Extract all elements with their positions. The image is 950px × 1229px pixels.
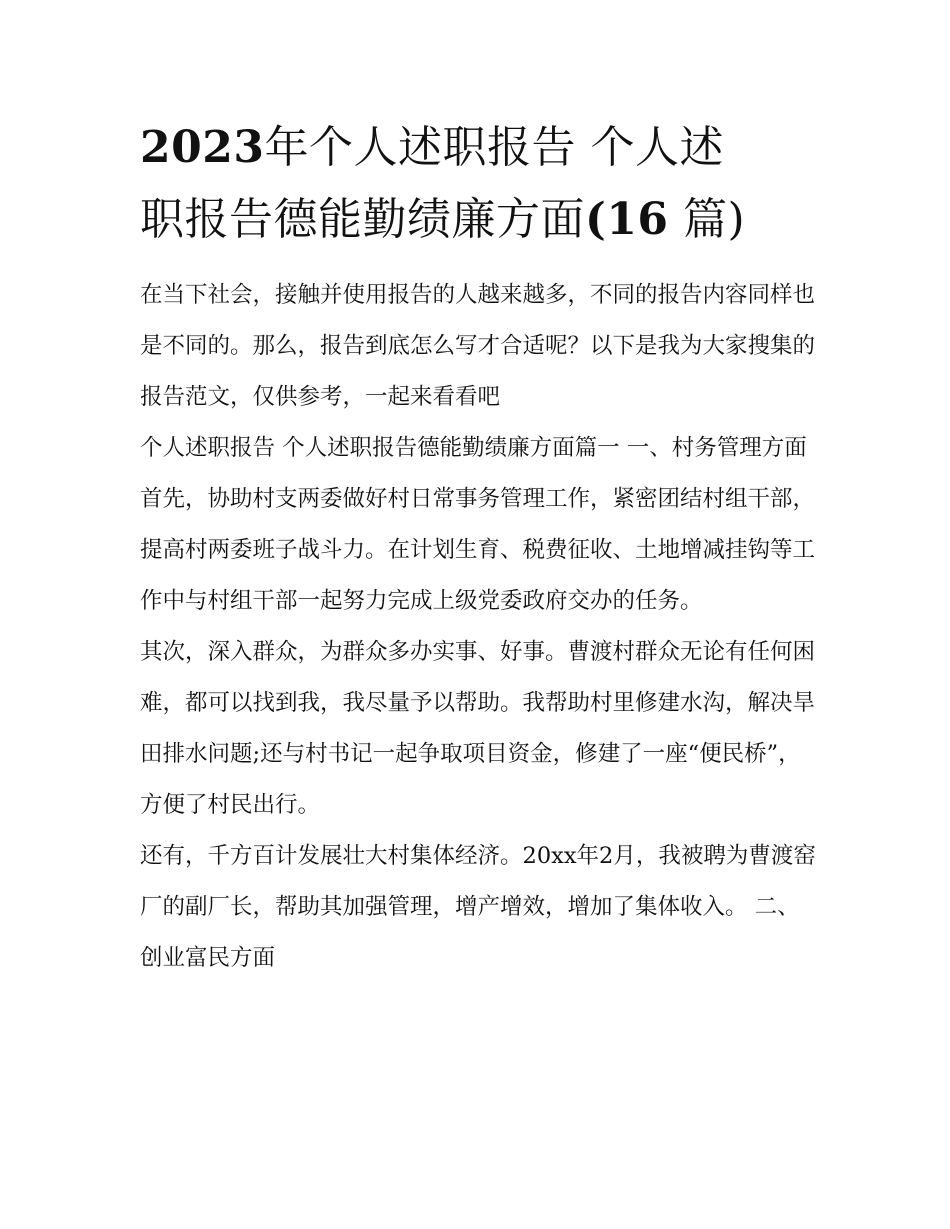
paragraph-section-heading: 个人述职报告 个人述职报告德能勤绩廉方面篇一 一、村务管理方面 xyxy=(140,435,807,461)
document-title xyxy=(140,112,820,256)
document-content xyxy=(140,112,820,984)
title-line1-text: 年个人述职报告 个人述 xyxy=(264,122,724,173)
paragraph-third: 还有，千方百计发展壮大村集体经济。20xx年2月，我被聘为曹渡窑厂的副厂长，帮助其加强管理，增产增效，增加了集体收入。 二、创业富民方面 xyxy=(140,843,816,971)
title-line2-text: 职报告德能勤绩廉方面 xyxy=(140,194,585,245)
paragraph-second: 其次，深入群众，为群众多办实事、好事。曹渡村群众无论有任何困难，都可以找到我，我尽量予以帮助。我帮助村里修建水沟，解决旱田排水问题;还与村书记一起争取项目资金，修建了一座“便民桥”，方便了村民出行。 xyxy=(140,639,816,818)
paragraph-intro: 在当下社会，接触并使用报告的人越来越多，不同的报告内容同样也是不同的。那么，报告到底怎么写才合适呢？以下是我为大家搜集的报告范文，仅供参考，一起来看看吧 xyxy=(140,282,816,410)
document-body xyxy=(140,270,820,984)
title-year: 2023 xyxy=(140,122,265,173)
title-line2-end: 篇) xyxy=(683,194,746,245)
title-count: (16 xyxy=(585,194,669,245)
paragraph-first: 首先，协助村支两委做好村日常事务管理工作，紧密团结村组干部，提高村两委班子战斗力。在计划生育、税费征收、土地增减挂钩等工作中与村组干部一起努力完成上级党委政府交办的任务。 xyxy=(140,486,816,614)
